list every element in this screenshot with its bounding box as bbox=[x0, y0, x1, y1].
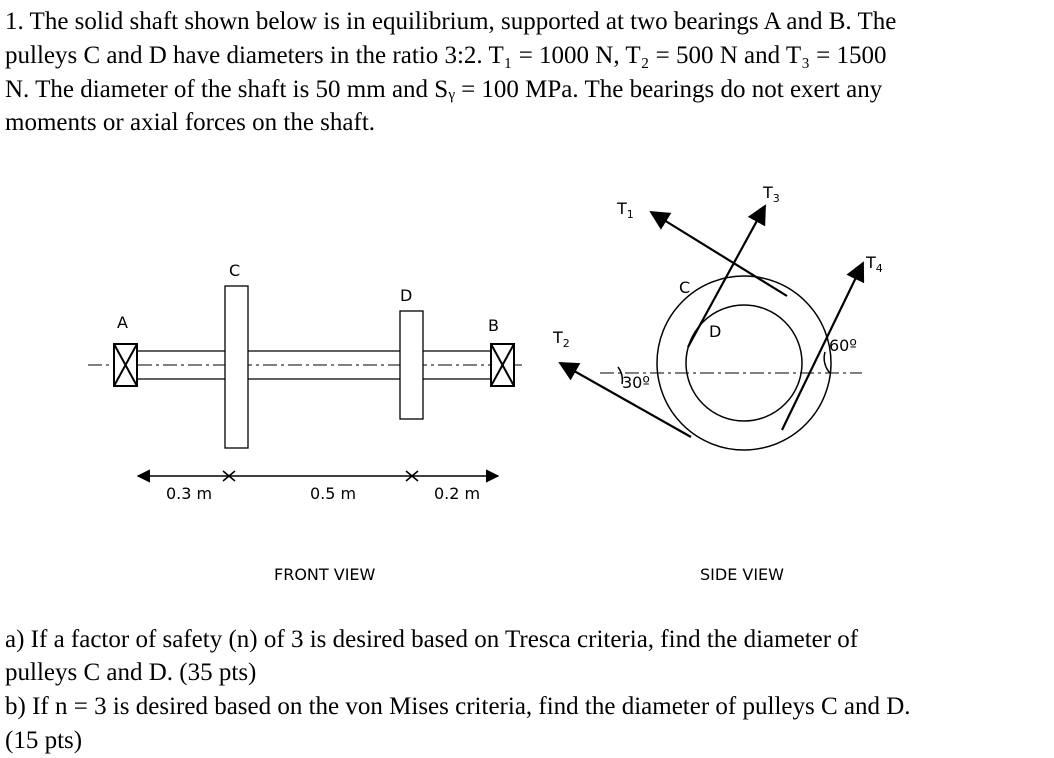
pulley-d-front bbox=[400, 311, 423, 419]
question-b-line-2: (15 pts) bbox=[5, 727, 83, 754]
t1-force-arrow bbox=[651, 212, 787, 296]
label-angle-30: 30º bbox=[622, 373, 650, 392]
label-a: A bbox=[117, 313, 128, 332]
label-t1: $T_1$ bbox=[617, 199, 634, 221]
side-view bbox=[552, 183, 883, 584]
problem-line-4: moments or axial forces on the shaft. bbox=[5, 109, 376, 136]
dimension-line bbox=[138, 471, 498, 481]
label-c-side: C bbox=[679, 278, 691, 297]
front-view-caption: FRONT VIEW bbox=[274, 565, 376, 584]
angle-arc-60 bbox=[824, 352, 830, 373]
front-view bbox=[88, 261, 522, 584]
label-b: B bbox=[488, 316, 499, 335]
dim-0-3m: 0.3 m bbox=[166, 484, 213, 503]
problem-line-3: N. The diameter of the shaft is 50 mm and Sᵧ = 100 MPa. The bearings do not exert any bbox=[5, 76, 883, 103]
label-angle-60: 60º bbox=[829, 336, 857, 355]
pulley-d-side bbox=[686, 305, 802, 421]
bearing-a bbox=[114, 344, 137, 386]
label-t2: $T_2$ bbox=[553, 328, 570, 350]
dim-0-5m: 0.5 m bbox=[310, 484, 357, 503]
question-b-line-1: b) If n = 3 is desired based on the von Mises criteria, find the diameter of pulleys C and D. bbox=[5, 693, 911, 720]
problem-line-2: pulleys C and D have diameters in the ratio 3:2. T₁ = 1000 N, T₂ = 500 N and T₃ = 1500 bbox=[5, 42, 887, 69]
bearing-b bbox=[491, 344, 514, 386]
problem-line-1: 1. The solid shaft shown below is in equilibrium, supported at two bearings A and B. The bbox=[5, 8, 897, 35]
question-a-line-1: a) If a factor of safety (n) of 3 is desired based on Tresca criteria, find the diameter of bbox=[5, 626, 859, 653]
label-t4: $T_4$ bbox=[866, 253, 883, 275]
label-d-front: D bbox=[400, 286, 413, 305]
dim-0-2m: 0.2 m bbox=[434, 484, 481, 503]
side-view-caption: SIDE VIEW bbox=[700, 565, 784, 584]
label-d-side: D bbox=[709, 322, 722, 341]
label-t3: $T_3$ bbox=[763, 183, 780, 205]
question-a-line-2: pulleys C and D. (35 pts) bbox=[5, 659, 257, 686]
pulley-c-front bbox=[225, 286, 248, 448]
label-c-front: C bbox=[229, 261, 241, 280]
pulley-c-side bbox=[657, 276, 831, 450]
